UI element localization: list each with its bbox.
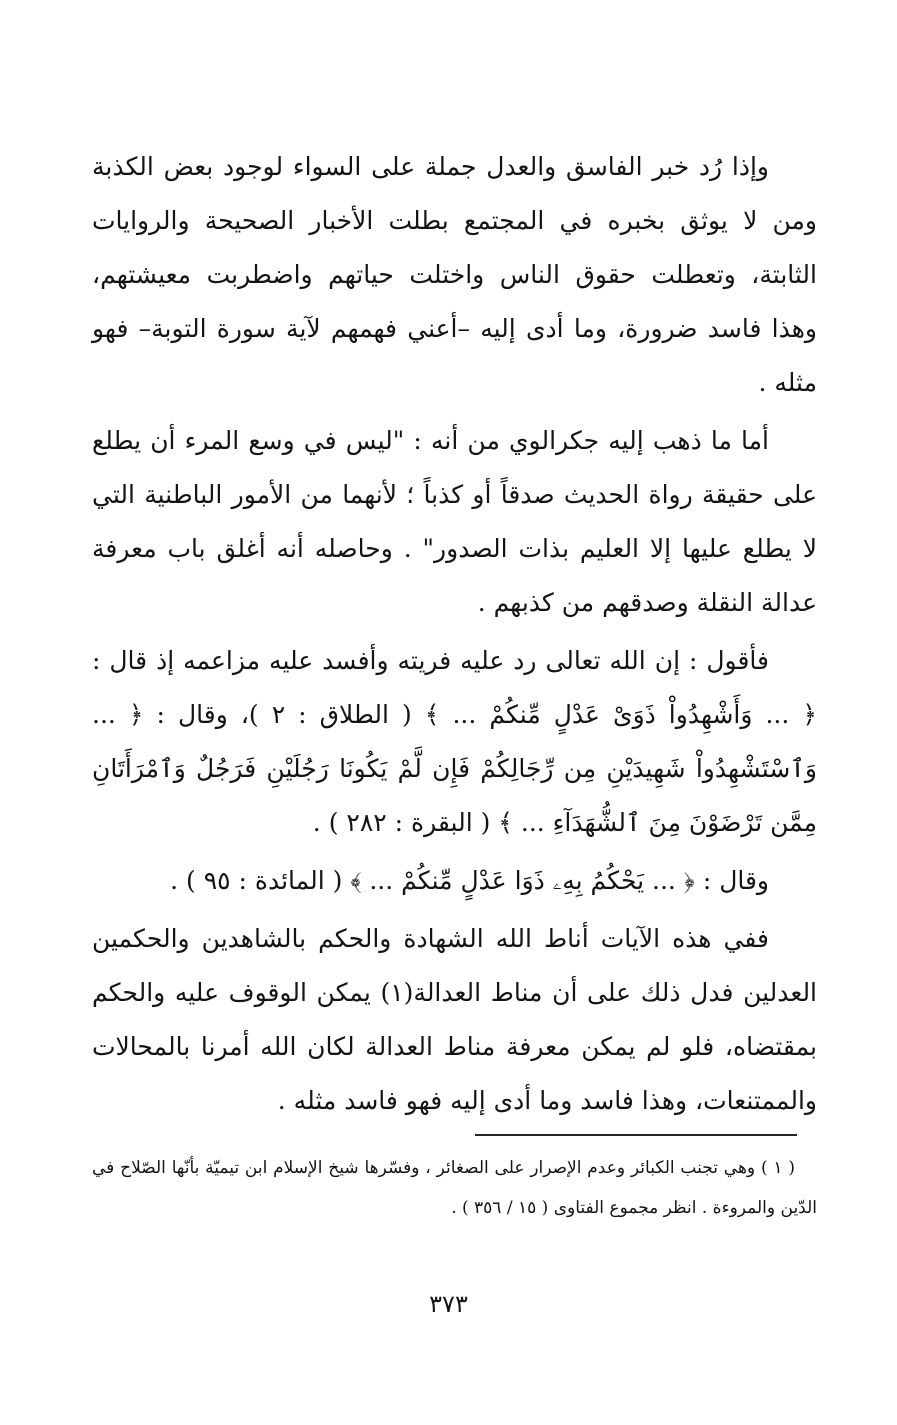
paragraph-1: وإذا رُد خبر الفاسق والعدل جملة على السواء لوجود بعض الكذبة ومن لا يوثق بخبره في المجتمع بطلت الأخبار الصحيحة والروايات الثابتة، وتعطلت حقوق الناس واختلت حياتهم واضطربت معيشتهم، وهذا فاسد ضرورة، وما أدى إليه –أعني فهمهم لآية سورة التوبة– فهو مثله . bbox=[92, 152, 817, 397]
page-number: ٣٧٣ bbox=[429, 1290, 468, 1318]
paragraph-2: أما ما ذهب إليه جكرالوي من أنه : "ليس في وسع المرء أن يطلع على حقيقة رواة الحديث صدقاً أو كذباً ؛ لأنهما من الأمور الباطنية التي لا يطلع عليها إلا العليم بذات الصدور" . وحاصله أنه أغلق باب معرفة عدالة النقلة وصدقهم من كذبهم . bbox=[92, 426, 817, 617]
paragraph-3: فأقول : إن الله تعالى رد عليه فريته وأفسد عليه مزاعمه إذ قال : ﴿ ... وَأَشْهِدُواْ ذَوَىْ عَدْلٍ مِّنكُمْ ... ﴾ ( الطلاق : ٢ )، وقال : ﴿ ... وَٱسْتَشْهِدُواْ شَهِيدَيْنِ مِن رِّجَالِكُمْ فَإِن لَّمْ يَكُونَا رَجُلَيْنِ فَرَجُلٌ وَٱمْرَأَتَانِ مِمَّن تَرْضَوْنَ مِنَ ٱلشُّهَدَآءِ ... ﴾ ( البقرة : ٢٨٢ ) . bbox=[92, 646, 817, 837]
paragraph-5: ففي هذه الآيات أناط الله الشهادة والحكم بالشاهدين والحكمين العدلين فدل ذلك على أن مناط العدالة(١) يمكن الوقوف عليه والحكم بمقتضاه، فلو لم يمكن معرفة مناط العدالة لكان الله أمرنا بالمحالات والممتنعات، وهذا فاسد وما أدى إليه فهو فاسد مثله . bbox=[92, 924, 818, 1115]
paragraph-4: وقال : ﴿ ... يَحْكُمُ بِهِۦ ذَوَا عَدْلٍ مِّنكُمْ ... ﴾ ( المائدة : ٩٥ ) . bbox=[170, 866, 769, 895]
footnote-1: ( ١ ) وهي تجنب الكبائر وعدم الإصرار على الصغائر ، وفسّرها شيخ الإسلام ابن تيميّة بأنّها الصّلاح في الدّين والمروءة . انظر مجموع الفتاوى ( ١٥ / ٣٥٦ ) . bbox=[92, 1158, 817, 1218]
main-text bbox=[92, 140, 817, 1132]
footnotes bbox=[92, 1148, 817, 1228]
footnote-separator bbox=[475, 1134, 797, 1136]
